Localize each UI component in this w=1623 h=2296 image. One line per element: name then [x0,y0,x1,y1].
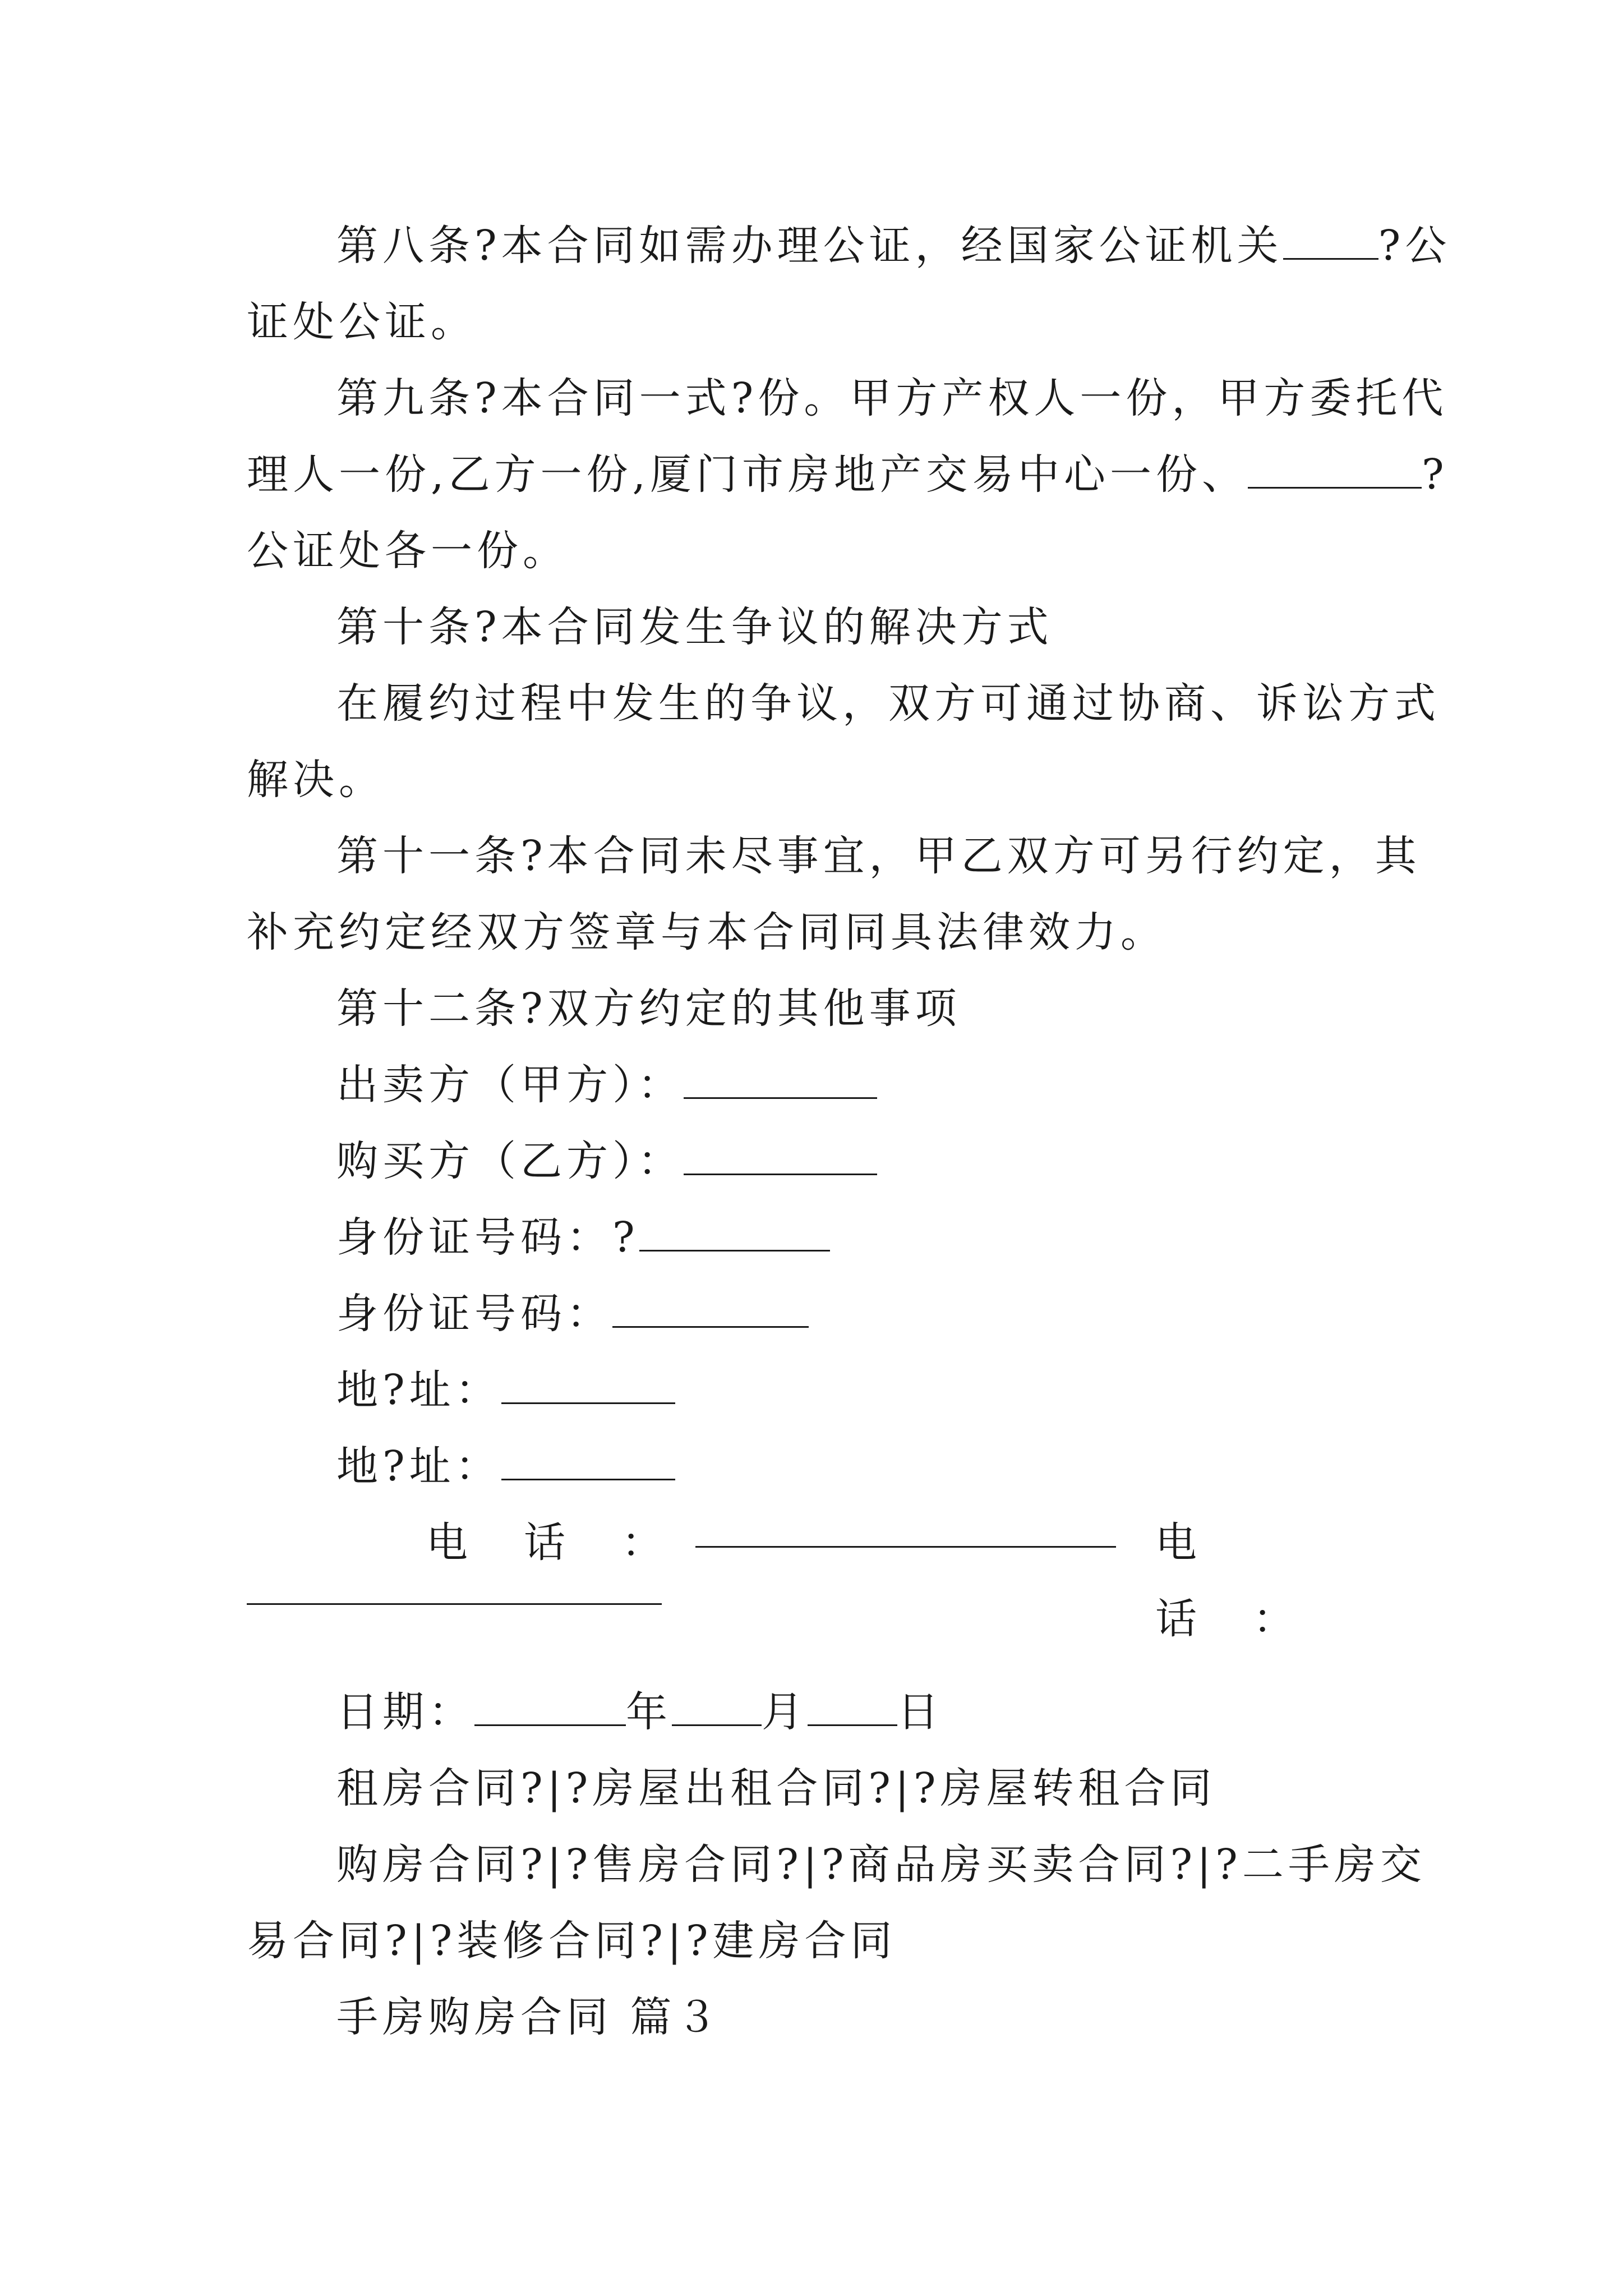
day-label: 日 [897,1688,943,1736]
buyer-id-label: 身份证号码： [336,1290,612,1338]
date-line [247,1674,1380,1750]
seller-id-blank [639,1215,830,1251]
telephone-row [247,1504,1380,1643]
buyer-id-blank [612,1291,809,1328]
date-label: 日期： [336,1688,474,1736]
clause-9-line-2 [247,436,1449,513]
seller-blank [684,1062,877,1099]
clause-11-line-2: 补充约定经双方签章与本合同同具法律效力。 [247,908,1166,956]
seller-telephone-label: 电话： [426,1519,719,1567]
related-links-line-3: 易合同?|?装修合同?|?建房合同 [247,1917,897,1965]
next-section-heading: 手房购房合同 篇３ [336,1993,722,2041]
month-blank [672,1690,762,1726]
clause-9-line-3: 公证处各一份。 [247,527,569,575]
seller-id-line [247,1199,1380,1276]
clause-10-body-line-1: 在履约过程中发生的争议，双方可通过协商、诉讼方式 [336,679,1440,728]
buyer-address-line [247,1428,1380,1504]
clause-10-body-line-2: 解决。 [247,756,385,804]
buyer-label: 购买方（乙方）： [336,1137,684,1185]
buyer-address-blank [501,1444,675,1480]
seller-address-label: 地?址： [336,1366,501,1414]
clause-9-text-c: ? [1422,450,1449,499]
year-blank [474,1690,626,1726]
related-links-line-1: 租房合同?|?房屋出租合同?|?房屋转租合同 [336,1764,1216,1812]
seller-line [247,1047,1380,1123]
clause-9-line-1: 第九条?本合同一式?份。甲方产权人一份，甲方委托代 [336,374,1448,422]
clause-8-line-1 [247,208,1451,284]
seller-address-blank [501,1368,675,1404]
seller-telephone-blank [695,1546,1116,1548]
seller-id-label: 身份证号码：? [336,1213,639,1262]
clause-8-text-b: ?公 [1378,222,1451,270]
document-page [247,208,1451,2055]
month-label: 月 [762,1688,808,1736]
clause-10-title: 第十条?本合同发生争议的解决方式 [336,603,1053,651]
year-label: 年 [626,1688,672,1736]
seller-label: 出卖方（甲方）： [336,1061,684,1109]
clause-8-line-2: 证处公证。 [247,298,477,346]
buyer-blank [684,1139,877,1175]
buyer-address-label: 地?址： [336,1442,501,1490]
buyer-line [247,1123,1380,1199]
buyer-telephone-blank [247,1603,662,1605]
day-blank [808,1690,897,1726]
related-links-line-2: 购房合同?|?售房合同?|?商品房买卖合同?|?二手房交 [336,1841,1426,1889]
clause-11-line-1: 第十一条?本合同未尽事宜，甲乙双方可另行约定，其 [336,832,1421,880]
clause-8-text: 第八条?本合同如需办理公证，经国家公证机关 [336,222,1283,270]
seller-address-line [247,1352,1380,1428]
clause-9-text-b: 理人一份,乙方一份,厦门市房地产交易中心一份、 [247,450,1248,499]
buyer-telephone-label: 电话： [1155,1519,1350,1643]
notary-blank [1283,223,1378,260]
clause-12-title: 第十二条?双方约定的其他事项 [336,984,961,1033]
buyer-telephone-blank-row [247,1581,1380,1657]
notary-office-blank [1248,452,1422,489]
buyer-id-line [247,1276,1380,1352]
